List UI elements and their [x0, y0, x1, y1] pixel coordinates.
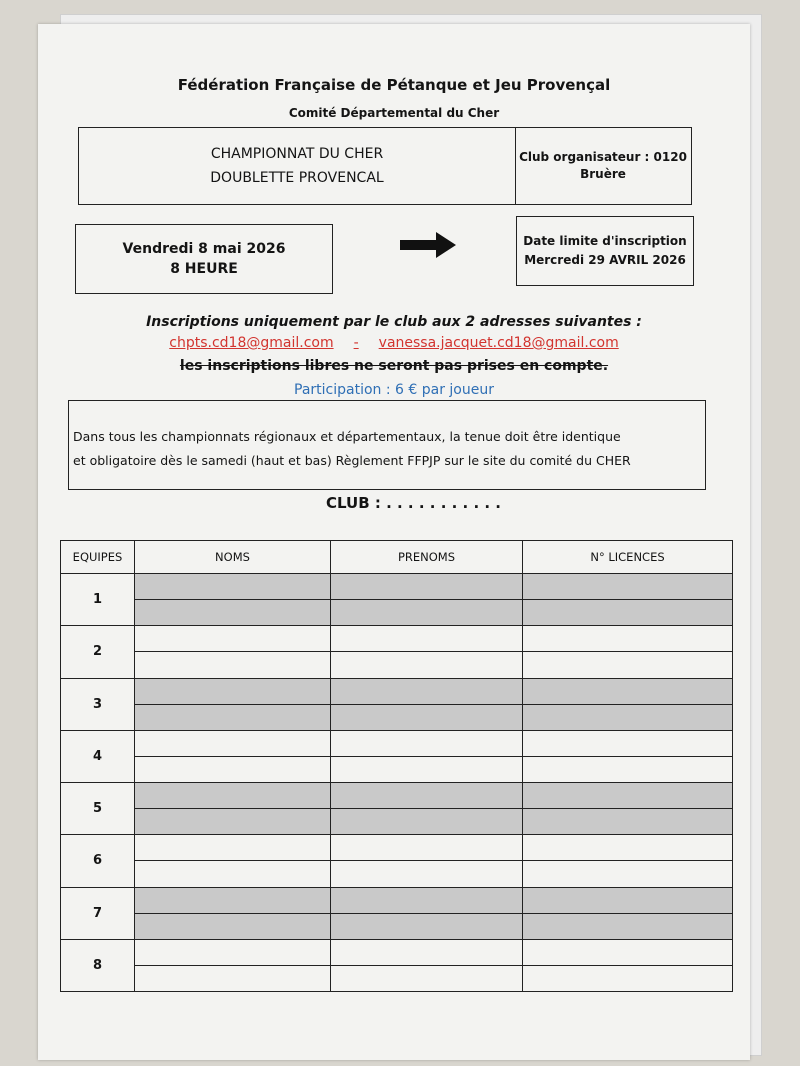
nom-cell[interactable] [135, 704, 331, 730]
club-field[interactable]: CLUB : . . . . . . . . . . . [326, 494, 501, 512]
nom-cell[interactable] [135, 939, 331, 965]
licence-cell[interactable] [523, 861, 733, 887]
prenom-cell[interactable] [331, 887, 523, 913]
notice-line1: Dans tous les championnats régionaux et départementaux, la tenue doit être identique [73, 429, 621, 444]
team-registration-table [60, 540, 733, 992]
organizer-club-name: Bruère [580, 167, 626, 181]
licence-cell[interactable] [523, 652, 733, 678]
table-row [61, 574, 733, 600]
prenom-cell[interactable] [331, 600, 523, 626]
nom-cell[interactable] [135, 678, 331, 704]
nom-cell[interactable] [135, 835, 331, 861]
licence-cell[interactable] [523, 600, 733, 626]
nom-cell[interactable] [135, 913, 331, 939]
prenom-cell[interactable] [331, 835, 523, 861]
email-address-2[interactable]: vanessa.jacquet.cd18@gmail.com [378, 335, 619, 351]
nom-cell[interactable] [135, 600, 331, 626]
email-address-1[interactable]: chpts.cd18@gmail.com [169, 335, 334, 351]
table-row [61, 783, 733, 809]
prenom-cell[interactable] [331, 574, 523, 600]
table-row [61, 652, 733, 678]
prenom-cell[interactable] [331, 913, 523, 939]
licence-cell[interactable] [523, 809, 733, 835]
licence-cell[interactable] [523, 626, 733, 652]
licence-cell[interactable] [523, 678, 733, 704]
licence-cell[interactable] [523, 965, 733, 991]
nom-cell[interactable] [135, 756, 331, 782]
table-row [61, 965, 733, 991]
nom-cell[interactable] [135, 861, 331, 887]
nom-cell[interactable] [135, 626, 331, 652]
event-date-box [75, 224, 333, 294]
licence-cell[interactable] [523, 887, 733, 913]
prenom-cell[interactable] [331, 861, 523, 887]
nom-cell[interactable] [135, 783, 331, 809]
nom-cell[interactable] [135, 574, 331, 600]
table-row [61, 730, 733, 756]
team-number: 6 [61, 835, 135, 887]
column-header-noms: NOMS [135, 541, 331, 574]
organizer-club-label: Club organisateur : 0120 [519, 150, 687, 164]
committee-subtitle: Comité Départemental du Cher [288, 106, 500, 120]
nom-cell[interactable] [135, 730, 331, 756]
registration-form-sheet [38, 24, 750, 1060]
table-row [61, 809, 733, 835]
table-row [61, 626, 733, 652]
team-number: 3 [61, 678, 135, 730]
team-number: 2 [61, 626, 135, 678]
team-number: 1 [61, 574, 135, 626]
notice-line2: et obligatoire dès le samedi (haut et bas) Règlement FFPJP sur le site du comité du CHER [73, 453, 631, 468]
licence-cell[interactable] [523, 704, 733, 730]
column-header-prenoms: PRENOMS [331, 541, 523, 574]
championship-line1: CHAMPIONNAT DU CHER [210, 146, 384, 162]
prenom-cell[interactable] [331, 626, 523, 652]
registration-emails [38, 335, 750, 351]
table-row [61, 939, 733, 965]
dress-code-notice [68, 400, 706, 490]
nom-cell[interactable] [135, 887, 331, 913]
participation-fee: Participation : 6 € par joueur [294, 382, 494, 398]
team-number: 4 [61, 730, 135, 782]
table-row [61, 835, 733, 861]
table-header-row [61, 541, 733, 574]
deadline-label: Date limite d'inscription [523, 234, 687, 248]
registration-heading: Inscriptions uniquement par le club aux 2 adresses suivantes : [146, 314, 642, 330]
table-row [61, 861, 733, 887]
event-time: 8 HEURE [170, 261, 238, 277]
federation-title: Fédération Française de Pétanque et Jeu Provençal [177, 76, 611, 94]
email-separator: - [353, 335, 359, 351]
right-arrow-icon [400, 232, 456, 258]
table-row [61, 887, 733, 913]
licence-cell[interactable] [523, 835, 733, 861]
prenom-cell[interactable] [331, 965, 523, 991]
table-row [61, 600, 733, 626]
prenom-cell[interactable] [331, 704, 523, 730]
team-number: 8 [61, 939, 135, 991]
table-row [61, 704, 733, 730]
championship-name [79, 128, 516, 204]
nom-cell[interactable] [135, 809, 331, 835]
prenom-cell[interactable] [331, 809, 523, 835]
prenom-cell[interactable] [331, 652, 523, 678]
column-header-equipes: EQUIPES [61, 541, 135, 574]
licence-cell[interactable] [523, 913, 733, 939]
organizer-club [515, 128, 691, 204]
free-registration-note: les inscriptions libres ne seront pas prises en compte. [179, 358, 609, 374]
nom-cell[interactable] [135, 965, 331, 991]
prenom-cell[interactable] [331, 730, 523, 756]
prenom-cell[interactable] [331, 678, 523, 704]
event-date: Vendredi 8 mai 2026 [122, 241, 286, 257]
prenom-cell[interactable] [331, 783, 523, 809]
team-number: 7 [61, 887, 135, 939]
championship-line2: DOUBLETTE PROVENCAL [210, 170, 384, 186]
licence-cell[interactable] [523, 574, 733, 600]
licence-cell[interactable] [523, 939, 733, 965]
deadline-box [516, 216, 694, 286]
prenom-cell[interactable] [331, 756, 523, 782]
column-header-licences: N° LICENCES [523, 541, 733, 574]
licence-cell[interactable] [523, 783, 733, 809]
nom-cell[interactable] [135, 652, 331, 678]
team-number: 5 [61, 783, 135, 835]
deadline-date: Mercredi 29 AVRIL 2026 [524, 253, 686, 267]
table-row [61, 756, 733, 782]
prenom-cell[interactable] [331, 939, 523, 965]
licence-cell[interactable] [523, 756, 733, 782]
championship-box [78, 127, 692, 205]
table-row [61, 913, 733, 939]
licence-cell[interactable] [523, 730, 733, 756]
table-row [61, 678, 733, 704]
